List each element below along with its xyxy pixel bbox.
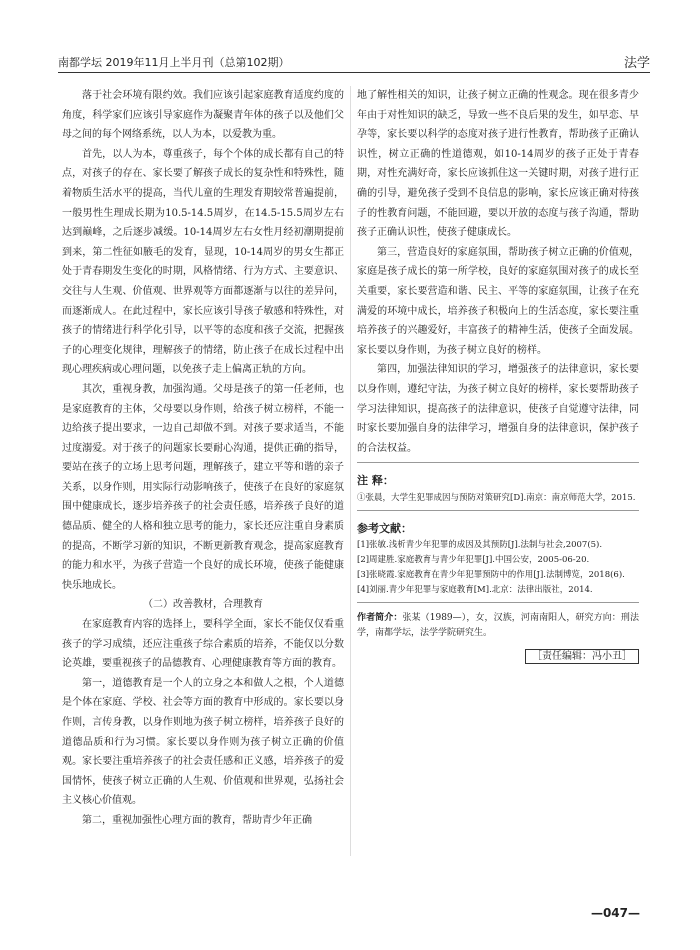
left-column (62, 86, 344, 831)
divider (357, 510, 639, 511)
editor-name: ［责任编辑：冯小丑］ (525, 649, 639, 664)
paragraph: 在家庭教育内容的选择上，要科学全面，家长不能仅仅看重孩子的学习成绩，还应注重孩子综合素质的培养，不能仅以分数论英雄，要重视孩子的品德教育、心理健康教育等方面的教育。 (62, 619, 344, 670)
author-text: 张某（1989—），女，汉族，河南南阳人，研究方向：刑法学，南都学坛，法学学院研究生。 (357, 613, 639, 639)
paragraph: 落于社会环境有限约效。我们应该引起家庭教育适度约度的角度，科学家们应该引导家庭作为凝聚青年体的孩子以及他们父母之间的每个网络系统，以人为本，以爱教为重。 (62, 90, 344, 141)
page-number: —047— (590, 906, 640, 920)
paragraph: 第四，加强法律知识的学习，增强孩子的法律意识，家长要以身作则，遵纪守法，为孩子树立良好的榜样，家长要帮助孩子学习法律知识，提高孩子的法律意识，使孩子自觉遵守法律，同时家长要加强自身的法律学习，增强自身的法律意识，保护孩子的合法权益。 (357, 364, 639, 454)
reference-item: [4]刘丽.青少年犯罪与家庭教育[M].北京：法律出版社，2014. (357, 585, 593, 596)
reference-item: [2]周建胜.家庭教育与青少年犯罪[J].中国公安，2005-06-20. (357, 555, 590, 566)
paragraph: 首先，以人为本，尊重孩子，每个个体的成长都有自己的特点，对孩子的存在、家长要了解孩子成长的复杂性和特殊性，随着物质生活水平的提高，当代儿童的生理发育期较常普遍提前，一般男性生理成长期为10.5-14.5周岁，在14.5-15.5周岁左右达到巅峰，之后逐步减缓。10-14周岁左右女性月经初潮期提前到来，第二性征如腋毛的发育，显现，10-14周岁的男女生都正处于青春期发生变化的时期，风格情绪、行为方式、主要意识、交往与人生观、价值观、世界观等方面都逐渐与以往的差异问，而逐渐成人。在此过程中，家长应该引导孩子敏感和特殊性，对孩子的情绪进行科学化引导，以平等的态度和孩子交流，把握孩子的心理变化规律，理解孩子的情绪，防止孩子在成长过程中出现心理疾病或心理问题，以免孩子走上偏离正轨的方向。 (62, 148, 344, 376)
subheading: （二）改善教材，合理教育 (143, 599, 263, 611)
paragraph: 地了解性相关的知识，让孩子树立正确的性观念。现在很多青少年由于对性知识的缺乏，导致一些不良后果的发生，如早恋、早孕等，家长要以科学的态度对孩子进行性教育，帮助孩子正确认识性，树立正确的性道德观，如10-14周岁的孩子正处于青春期，对性充满好奇，家长应该抓住这一关键时期，对孩子进行正确的引导，避免孩子受到不良信息的影响，家长应该正确对待孩子的性教育问题，不能回避，要以开放的态度与孩子沟通，帮助孩子正确认识性，使孩子健康成长。 (357, 90, 639, 239)
author-label: 作者简介： (357, 613, 403, 624)
section-title: 法学 (623, 56, 650, 71)
paragraph: 第三，营造良好的家庭氛围，帮助孩子树立正确的价值观，家庭是孩子成长的第一所学校，良好的家庭氛围对孩子的成长至关重要，家长要营造和谐、民主、平等的家庭氛围，让孩子在充满爱的环境中成长，培养孩子积极向上的生活态度，家长要注重培养孩子的兴趣爱好，丰富孩子的精神生活，使孩子全面发展。家长要以身作则，为孩子树立良好的榜样。 (357, 246, 639, 356)
notes-title: 注 释： (357, 474, 394, 488)
references-title: 参考文献： (357, 521, 412, 535)
paragraph: 第二，重视加强性心理方面的教育，帮助青少年正确 (82, 814, 312, 826)
paragraph: 第一，道德教育是一个人的立身之本和做人之根，个人道德是个体在家庭、学校、社会等方面的教育中形成的。家长要以身作则，言传身教，以身作则地为孩子树立榜样，培养孩子良好的道德品质和行为习惯。家长要以身作则为孩子树立正确的价值观。家长要注重培养孩子的社会责任感和正义感，培养孩子的爱国情怀，使孩子树立正确的人生观、价值观和世界观，弘扬社会主义核心价值观。 (62, 677, 344, 807)
reference-item: [1]张敏.浅析青少年犯罪的成因及其预防[J].法制与社会,2007(5). (357, 540, 603, 551)
paragraph: 其次，重视身教，加强沟通。父母是孩子的第一任老师，也是家庭教育的主体，父母要以身作则，给孩子树立榜样，不能一边给孩子提出要求，一边自己却做不到。对孩子要求适当，不能过度溺爱。对于孩子的问题家长要耐心沟通，提供正确的指导，要站在孩子的立场上思考问题，理解孩子，建立平等和谐的亲子关系，以身作则，用实际行动影响孩子，使孩子在良好的家庭氛围中健康成长，逐步培养孩子的社会责任感，培养孩子良好的道德品质、健全的人格和独立思考的能力，家长还应注重自身素质的提高，不断学习新的知识，不断更新教育观念，提高家庭教育的能力和水平，为孩子营造一个良好的成长环境，使孩子能健康快乐地成长。 (62, 383, 344, 591)
journal-title: 南都学坛 2019年11月上半月刊（总第102期） (58, 56, 290, 69)
page-header (58, 52, 650, 73)
editor-line (357, 647, 639, 667)
author-info (357, 611, 639, 641)
divider (357, 602, 639, 603)
column-divider (350, 86, 351, 856)
right-column (357, 86, 639, 667)
divider (357, 462, 639, 463)
reference-item: [3]张晓霞.家庭教育在青少年犯罪预防中的作用[J].法制博览，2018(6). (357, 570, 625, 581)
notes-text: ①张晨，大学生犯罪成因与预防对策研究[D].南京：南京师范大学，2015. (357, 492, 636, 503)
